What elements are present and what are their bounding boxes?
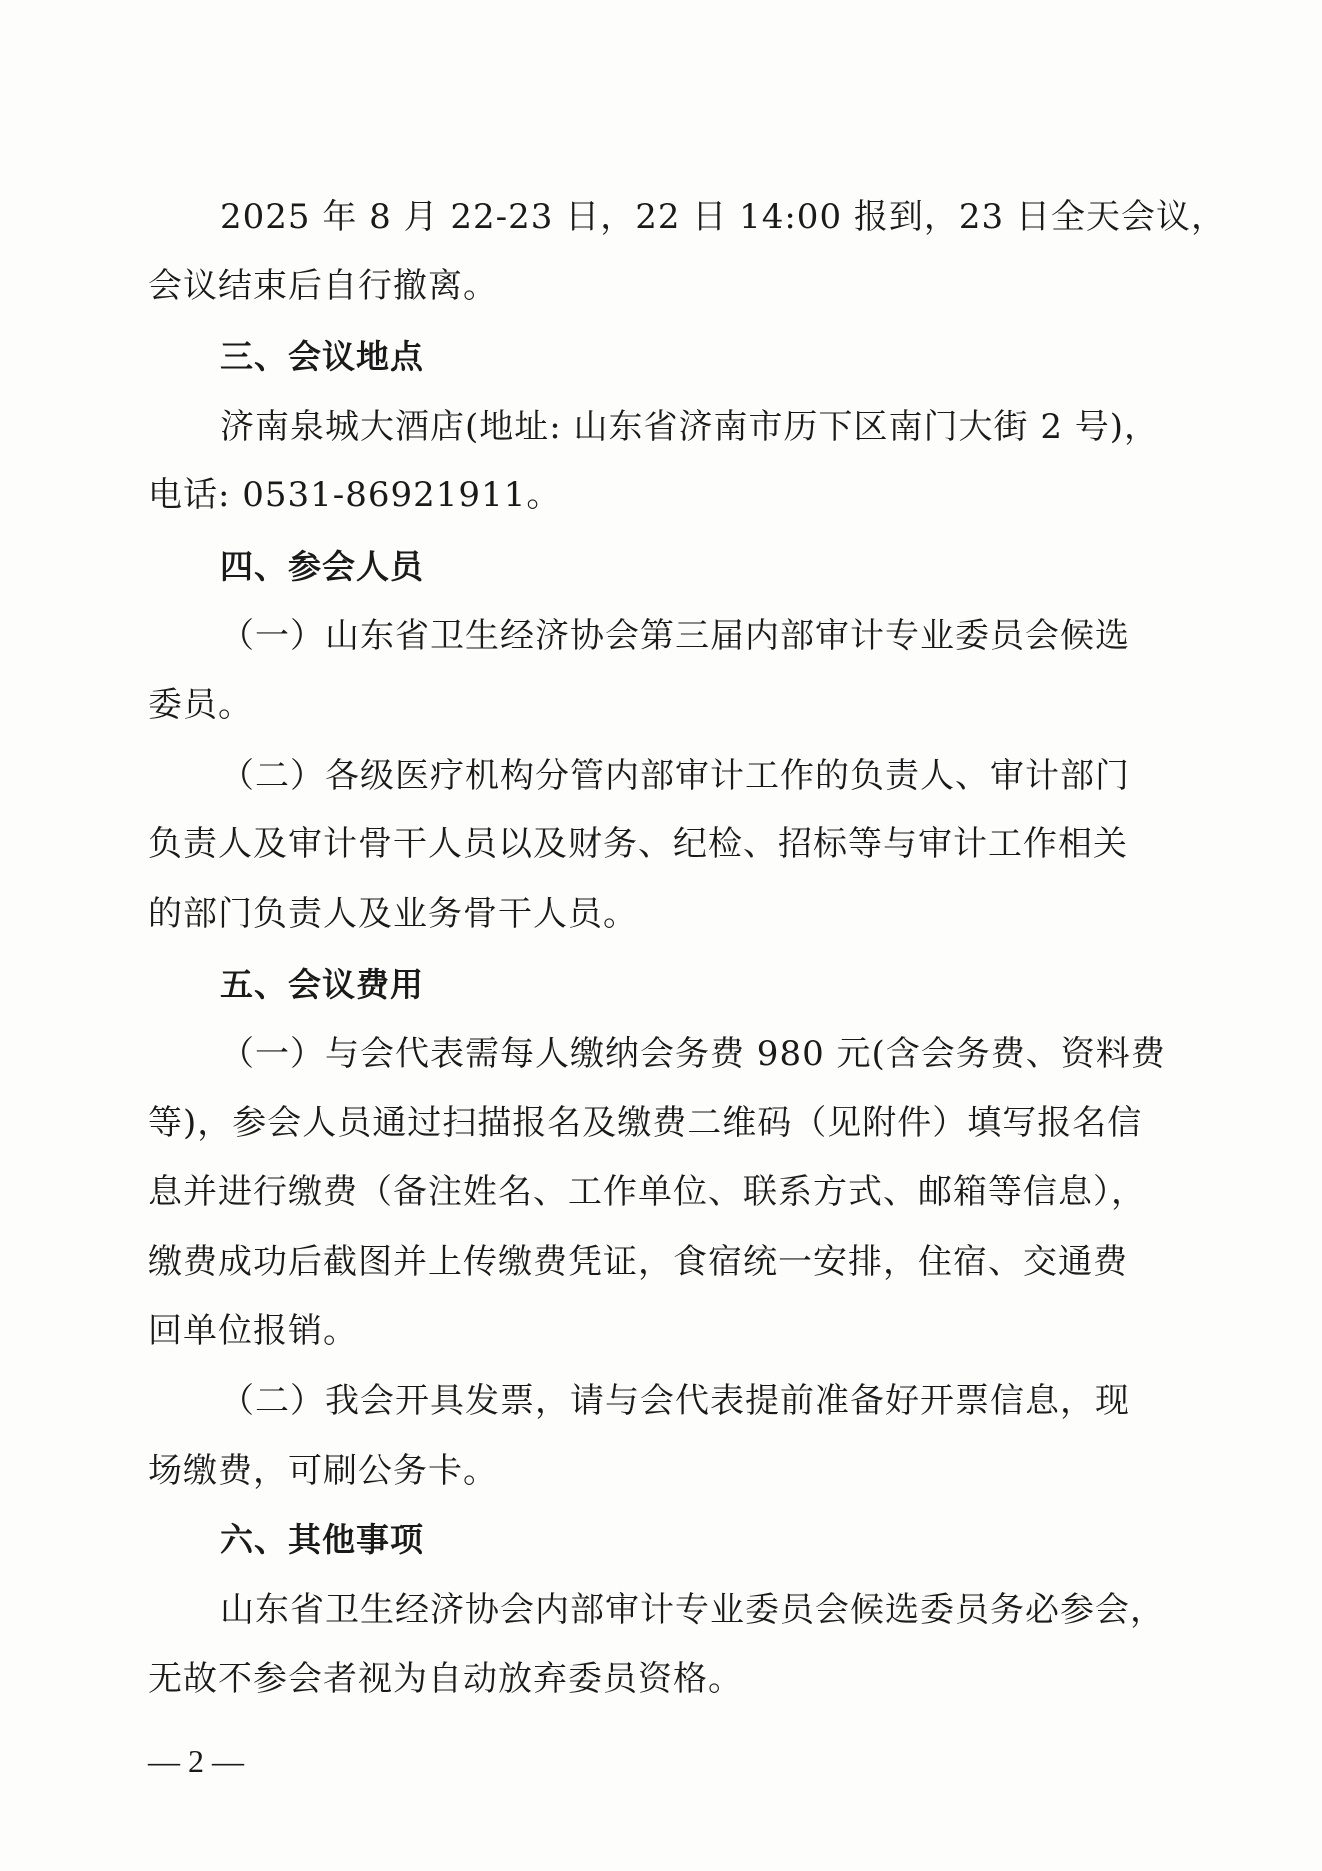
fees-item-2-line-2: 场缴费，可刷公务卡。 bbox=[148, 1451, 498, 1491]
attendees-item-1-line-2: 委员。 bbox=[148, 685, 253, 725]
fees-item-2-line-1: （二）我会开具发票，请与会代表提前准备好开票信息，现 bbox=[220, 1381, 1130, 1421]
fees-item-1-line-5: 回单位报销。 bbox=[148, 1311, 358, 1351]
attendees-item-2-line-1: （二）各级医疗机构分管内部审计工作的负责人、审计部门 bbox=[220, 756, 1130, 796]
heading-other: 六、其他事项 bbox=[220, 1520, 424, 1559]
other-line-1: 山东省卫生经济协会内部审计专业委员会候选委员务必参会， bbox=[220, 1590, 1165, 1630]
attendees-item-1-line-1: （一）山东省卫生经济协会第三届内部审计专业委员会候选 bbox=[220, 616, 1130, 656]
attendees-item-2-line-3: 的部门负责人及业务骨干人员。 bbox=[148, 894, 638, 934]
heading-venue: 三、会议地点 bbox=[220, 337, 424, 376]
fees-item-1-line-1: （一）与会代表需每人缴纳会务费 980 元(含会务费、资料费 bbox=[220, 1034, 1166, 1074]
fees-item-1-line-3: 息并进行缴费（备注姓名、工作单位、联系方式、邮箱等信息）， bbox=[148, 1172, 1146, 1212]
venue-line-1: 济南泉城大酒店(地址: 山东省济南市历下区南门大街 2 号)， bbox=[220, 407, 1160, 447]
meeting-time-line-1: 2025 年 8 月 22-23 日，22 日 14:00 报到，23 日全天会议， bbox=[220, 197, 1226, 237]
meeting-time-line-2: 会议结束后自行撤离。 bbox=[148, 266, 498, 306]
fees-item-1-line-2: 等)，参会人员通过扫描报名及缴费二维码（见附件）填写报名信 bbox=[148, 1103, 1143, 1143]
heading-attendees: 四、参会人员 bbox=[220, 547, 424, 586]
fees-item-1-line-4: 缴费成功后截图并上传缴费凭证，食宿统一安排，住宿、交通费 bbox=[148, 1242, 1128, 1282]
attendees-item-2-line-2: 负责人及审计骨干人员以及财务、纪检、招标等与审计工作相关 bbox=[148, 824, 1128, 864]
other-line-2: 无故不参会者视为自动放弃委员资格。 bbox=[148, 1659, 743, 1699]
venue-line-2: 电话: 0531-86921911。 bbox=[148, 475, 562, 515]
heading-fees: 五、会议费用 bbox=[220, 965, 424, 1004]
page-number: — 2 — bbox=[148, 1743, 244, 1779]
